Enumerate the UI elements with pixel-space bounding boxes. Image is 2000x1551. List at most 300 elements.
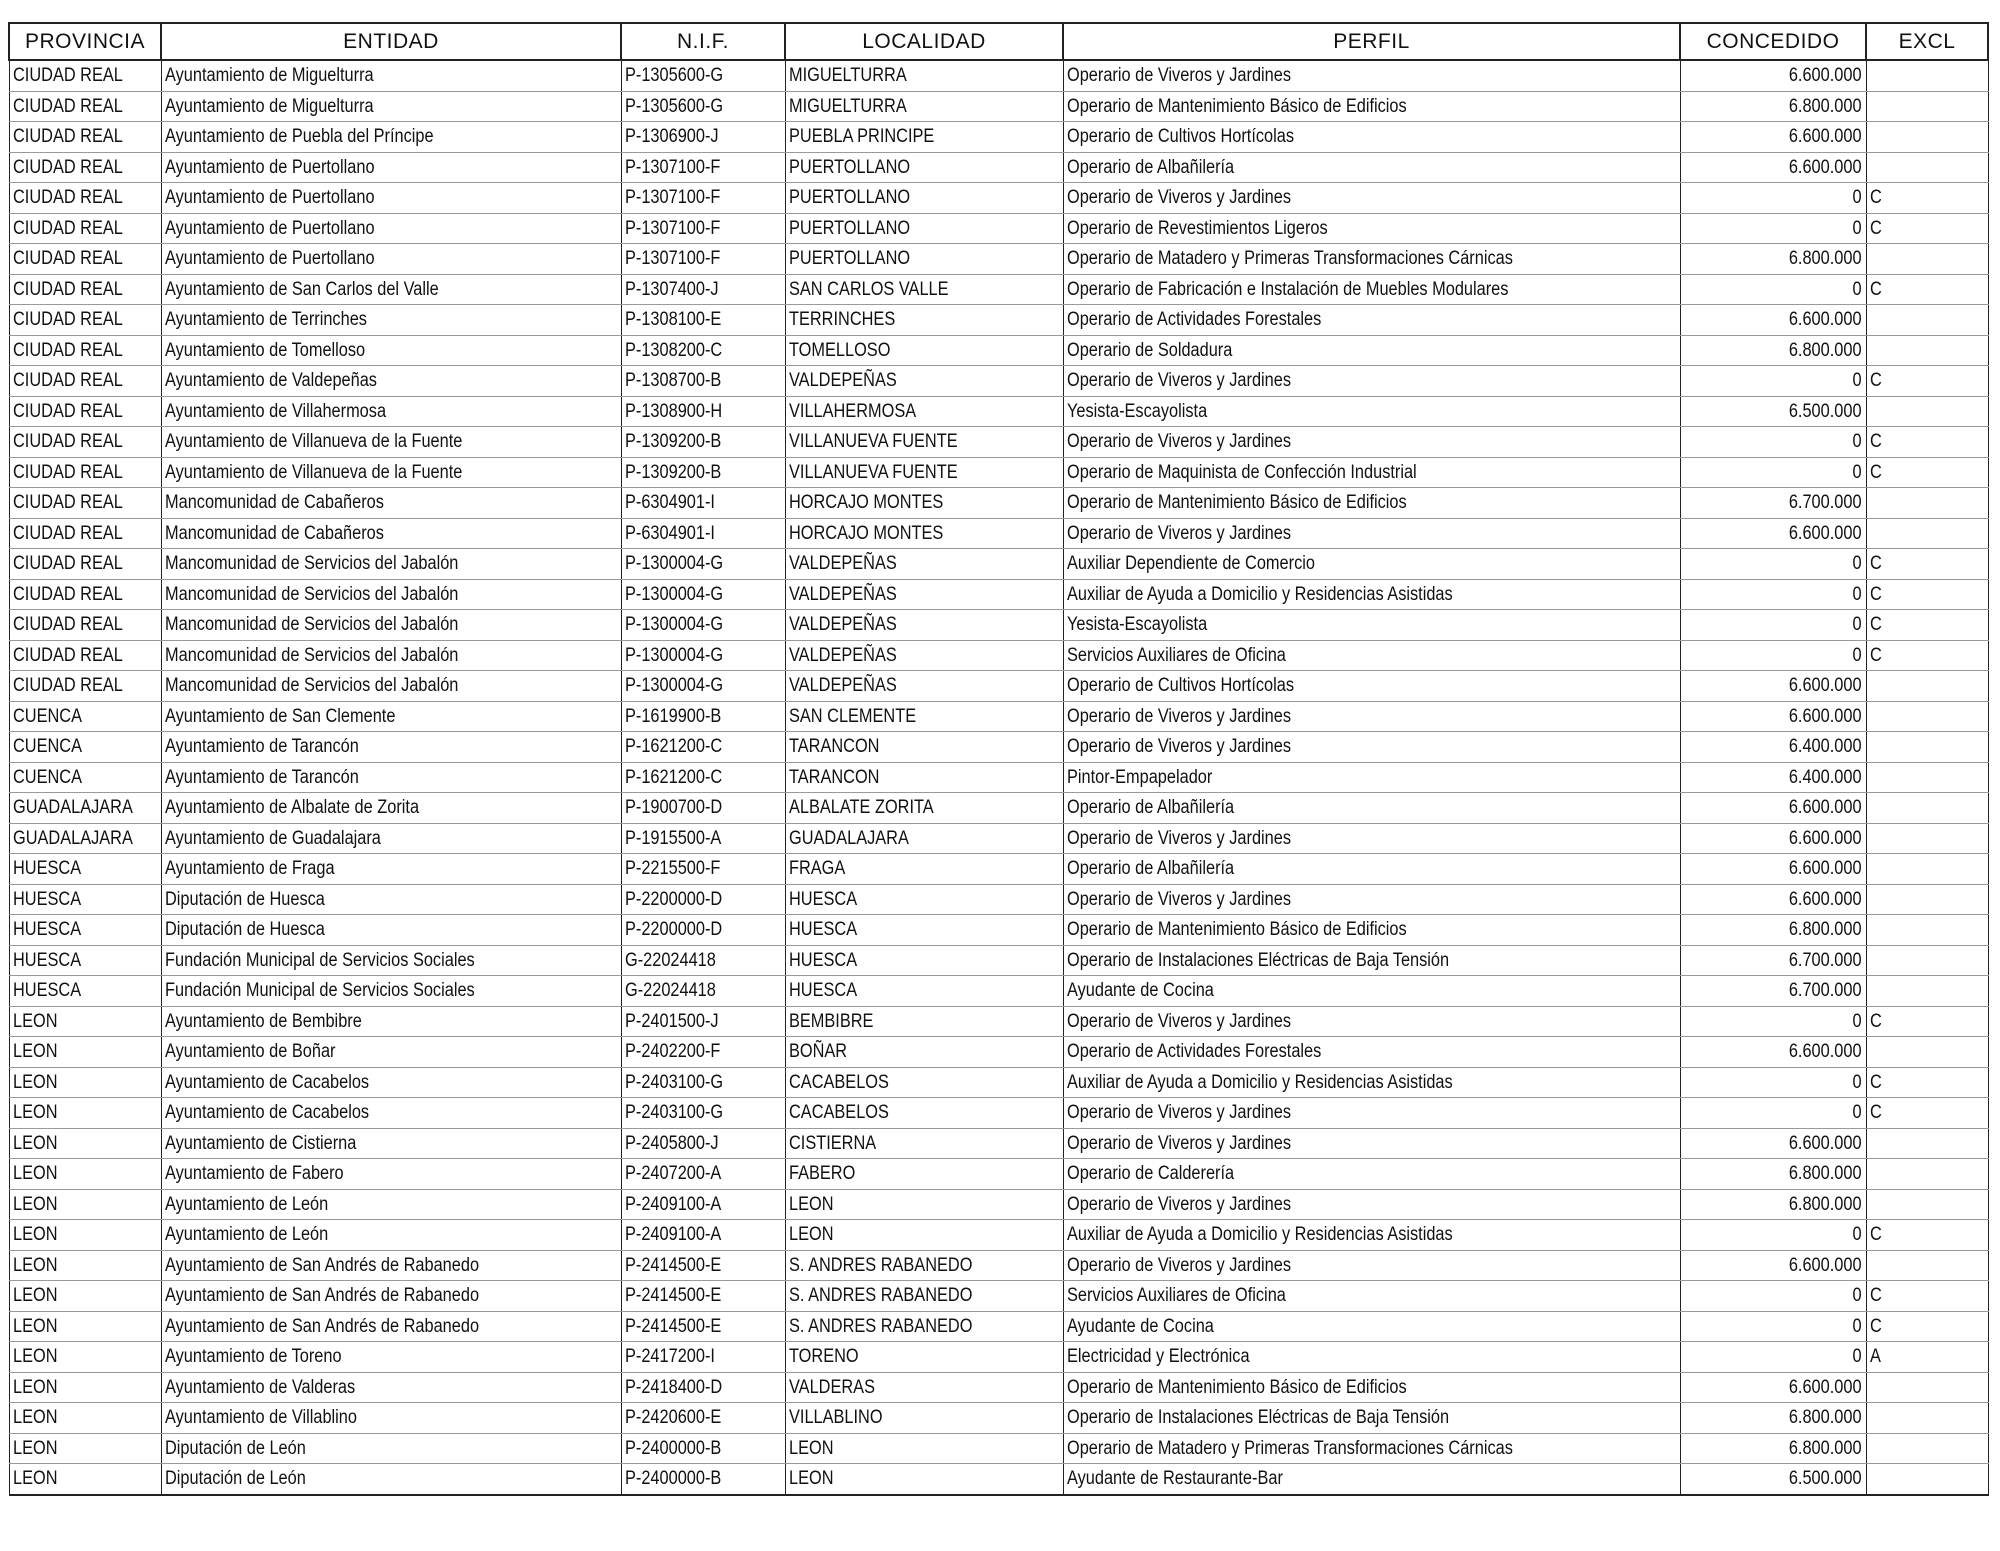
perfil-cell [1063,335,1680,366]
entidad-cell [161,1098,621,1129]
excl-text: C [1869,1224,1882,1246]
provincia-cell [9,640,161,671]
perfil-text: Yesista-Escayolista [1066,614,1207,636]
entidad-cell [161,1220,621,1251]
nif-text: P-1300004-G [624,644,723,666]
provincia-cell [9,60,161,91]
concedido-text: 6.600.000 [1788,65,1862,87]
nif-text: P-1309200-B [624,431,721,453]
nif-cell [621,366,785,397]
concedido-cell [1680,1159,1866,1190]
table-row [9,1464,1988,1495]
entidad-cell [161,793,621,824]
entidad-text: Ayuntamiento de San Clemente [164,705,395,727]
table-row [9,701,1988,732]
entidad-text: Ayuntamiento de León [164,1193,328,1215]
localidad-text: SAN CARLOS VALLE [788,278,949,300]
entidad-cell [161,1006,621,1037]
nif-cell [621,762,785,793]
entidad-cell [161,244,621,275]
perfil-cell [1063,274,1680,305]
perfil-text: Operario de Viveros y Jardines [1066,705,1291,727]
excl-text: C [1869,583,1882,605]
perfil-cell [1063,1067,1680,1098]
localidad-cell [785,1220,1063,1251]
entidad-text: Ayuntamiento de Puertollano [164,156,375,178]
entidad-text: Fundación Municipal de Servicios Sociales [164,980,475,1002]
nif-cell [621,1159,785,1190]
perfil-text: Ayudante de Cocina [1066,980,1214,1002]
localidad-text: VALDEPEÑAS [788,644,897,666]
entidad-cell [161,1281,621,1312]
table-row [9,366,1988,397]
table-row [9,854,1988,885]
provincia-cell [9,732,161,763]
entidad-cell [161,366,621,397]
provincia-text: CIUDAD REAL [12,370,123,392]
concedido-text: 6.700.000 [1788,949,1862,971]
localidad-cell [785,915,1063,946]
excl-cell [1866,91,1988,122]
concedido-text: 6.600.000 [1788,156,1862,178]
entidad-cell [161,732,621,763]
nif-text: P-2405800-J [624,1132,719,1154]
excl-cell [1866,549,1988,580]
concedido-cell [1680,945,1866,976]
concedido-cell [1680,579,1866,610]
perfil-cell [1063,396,1680,427]
table-row [9,945,1988,976]
provincia-text: LEON [12,1224,58,1246]
provincia-cell [9,152,161,183]
localidad-text: PUERTOLLANO [788,217,910,239]
excl-cell [1866,976,1988,1007]
header-excl: EXCL [1866,23,1988,60]
nif-text: P-2400000-B [624,1468,721,1490]
localidad-cell [785,976,1063,1007]
perfil-cell [1063,1433,1680,1464]
concedido-text: 6.800.000 [1788,248,1862,270]
concedido-cell [1680,884,1866,915]
perfil-cell [1063,793,1680,824]
entidad-text: Ayuntamiento de Miguelturra [164,65,374,87]
entidad-text: Ayuntamiento de Terrinches [164,309,367,331]
excl-cell [1866,1006,1988,1037]
nif-text: P-2414500-E [624,1315,721,1337]
nif-text: P-1307100-F [624,156,720,178]
localidad-text: TOMELLOSO [788,339,890,361]
concedido-cell [1680,427,1866,458]
perfil-text: Servicios Auxiliares de Oficina [1066,1285,1286,1307]
perfil-cell [1063,427,1680,458]
provincia-cell [9,1220,161,1251]
concedido-text: 0 [1852,1071,1862,1093]
entidad-cell [161,1403,621,1434]
provincia-cell [9,244,161,275]
provincia-cell [9,1006,161,1037]
localidad-cell [785,518,1063,549]
entidad-cell [161,823,621,854]
concedido-cell [1680,1281,1866,1312]
nif-cell [621,1189,785,1220]
localidad-text: VALDEPEÑAS [788,614,897,636]
entidad-text: Diputación de León [164,1468,306,1490]
provincia-text: CIUDAD REAL [12,309,123,331]
localidad-cell [785,396,1063,427]
provincia-text: LEON [12,1010,58,1032]
perfil-text: Operario de Albañilería [1066,797,1234,819]
concedido-text: 0 [1852,553,1862,575]
localidad-cell [785,945,1063,976]
perfil-text: Operario de Viveros y Jardines [1066,1254,1291,1276]
table-row [9,244,1988,275]
nif-text: P-2420600-E [624,1407,721,1429]
provincia-cell [9,91,161,122]
concedido-cell [1680,610,1866,641]
excl-cell [1866,854,1988,885]
localidad-text: PUERTOLLANO [788,156,910,178]
localidad-text: SAN CLEMENTE [788,705,916,727]
entidad-text: Ayuntamiento de Fraga [164,858,335,880]
nif-cell [621,1311,785,1342]
provincia-text: HUESCA [12,888,81,910]
excl-text: C [1869,614,1882,636]
localidad-text: LEON [788,1468,834,1490]
concedido-cell [1680,762,1866,793]
perfil-cell [1063,1250,1680,1281]
excl-cell [1866,152,1988,183]
localidad-cell [785,1098,1063,1129]
concedido-text: 6.600.000 [1788,827,1862,849]
table-row [9,274,1988,305]
entidad-cell [161,915,621,946]
provincia-text: LEON [12,1407,58,1429]
localidad-text: PUERTOLLANO [788,187,910,209]
provincia-text: CIUDAD REAL [12,522,123,544]
nif-text: P-2400000-B [624,1437,721,1459]
provincia-cell [9,122,161,153]
excl-cell [1866,305,1988,336]
entidad-cell [161,884,621,915]
nif-text: P-2403100-G [624,1071,723,1093]
entidad-cell [161,1250,621,1281]
nif-cell [621,60,785,91]
localidad-text: TARANCON [788,736,879,758]
localidad-cell [785,427,1063,458]
excl-cell [1866,640,1988,671]
entidad-cell [161,122,621,153]
nif-cell [621,1281,785,1312]
perfil-text: Operario de Viveros y Jardines [1066,1132,1291,1154]
perfil-cell [1063,1281,1680,1312]
concedido-cell [1680,1464,1866,1495]
entidad-cell [161,183,621,214]
nif-text: P-6304901-I [624,522,715,544]
concedido-text: 0 [1852,217,1862,239]
localidad-cell [785,1159,1063,1190]
nif-text: P-1307400-J [624,278,719,300]
provincia-cell [9,1250,161,1281]
entidad-cell [161,1464,621,1495]
entidad-text: Ayuntamiento de Tarancón [164,736,359,758]
entidad-text: Mancomunidad de Servicios del Jabalón [164,553,458,575]
provincia-cell [9,335,161,366]
localidad-cell [785,1128,1063,1159]
concedido-cell [1680,152,1866,183]
table-row [9,335,1988,366]
localidad-cell [785,1372,1063,1403]
provincia-text: LEON [12,1041,58,1063]
provincia-cell [9,183,161,214]
header-entidad: ENTIDAD [161,23,621,60]
nif-cell [621,1067,785,1098]
provincia-text: CIUDAD REAL [12,431,123,453]
entidad-text: Diputación de León [164,1437,306,1459]
localidad-text: TARANCON [788,766,879,788]
perfil-cell [1063,488,1680,519]
localidad-text: FABERO [788,1163,855,1185]
provincia-cell [9,976,161,1007]
excl-cell [1866,457,1988,488]
provincia-text: LEON [12,1132,58,1154]
nif-cell [621,335,785,366]
localidad-cell [785,244,1063,275]
concedido-text: 6.600.000 [1788,675,1862,697]
concedido-text: 0 [1852,187,1862,209]
concedido-text: 6.800.000 [1788,919,1862,941]
nif-cell [621,427,785,458]
nif-cell [621,549,785,580]
subsidy-table [8,22,1989,1496]
header-concedido: CONCEDIDO [1680,23,1866,60]
nif-cell [621,915,785,946]
provincia-text: LEON [12,1193,58,1215]
nif-text: P-1300004-G [624,614,723,636]
concedido-cell [1680,60,1866,91]
localidad-text: PUEBLA PRINCIPE [788,126,934,148]
provincia-text: CIUDAD REAL [12,95,123,117]
provincia-text: HUESCA [12,919,81,941]
perfil-text: Yesista-Escayolista [1066,400,1207,422]
perfil-cell [1063,671,1680,702]
excl-cell [1866,762,1988,793]
perfil-cell [1063,1159,1680,1190]
concedido-cell [1680,213,1866,244]
localidad-cell [785,122,1063,153]
provincia-cell [9,945,161,976]
localidad-text: MIGUELTURRA [788,95,907,117]
concedido-text: 6.400.000 [1788,736,1862,758]
concedido-cell [1680,488,1866,519]
table-row [9,1067,1988,1098]
table-row [9,610,1988,641]
localidad-cell [785,823,1063,854]
localidad-text: VILLANUEVA FUENTE [788,461,958,483]
localidad-cell [785,1067,1063,1098]
perfil-text: Operario de Maquinista de Confección Industrial [1066,461,1417,483]
excl-cell [1866,213,1988,244]
perfil-text: Operario de Mantenimiento Básico de Edificios [1066,1376,1407,1398]
concedido-text: 0 [1852,583,1862,605]
table-row [9,884,1988,915]
nif-cell [621,884,785,915]
nif-cell [621,854,785,885]
provincia-cell [9,213,161,244]
perfil-cell [1063,1372,1680,1403]
localidad-cell [785,1403,1063,1434]
concedido-cell [1680,854,1866,885]
perfil-text: Operario de Calderería [1066,1163,1234,1185]
table-row [9,427,1988,458]
perfil-text: Operario de Viveros y Jardines [1066,888,1291,910]
entidad-cell [161,610,621,641]
header-perfil: PERFIL [1063,23,1680,60]
excl-text: C [1869,553,1882,575]
perfil-cell [1063,579,1680,610]
concedido-text: 0 [1852,370,1862,392]
table-row [9,457,1988,488]
localidad-cell [785,1006,1063,1037]
concedido-text: 0 [1852,1010,1862,1032]
provincia-text: CUENCA [12,766,82,788]
perfil-text: Operario de Viveros y Jardines [1066,1010,1291,1032]
entidad-text: Ayuntamiento de San Andrés de Rabanedo [164,1285,479,1307]
perfil-cell [1063,366,1680,397]
concedido-cell [1680,518,1866,549]
localidad-text: TORENO [788,1346,859,1368]
excl-cell [1866,793,1988,824]
nif-cell [621,213,785,244]
perfil-cell [1063,1098,1680,1129]
entidad-cell [161,91,621,122]
entidad-text: Ayuntamiento de Puertollano [164,248,375,270]
localidad-text: VILLAHERMOSA [788,400,916,422]
concedido-text: 6.600.000 [1788,126,1862,148]
table-row [9,1342,1988,1373]
table-row [9,91,1988,122]
entidad-cell [161,274,621,305]
nif-text: P-1915500-A [624,827,721,849]
perfil-text: Auxiliar de Ayuda a Domicilio y Residencias Asistidas [1066,1224,1453,1246]
perfil-cell [1063,1189,1680,1220]
entidad-text: Ayuntamiento de Fabero [164,1163,344,1185]
perfil-text: Operario de Viveros y Jardines [1066,370,1291,392]
concedido-cell [1680,91,1866,122]
perfil-text: Operario de Cultivos Hortícolas [1066,126,1294,148]
nif-text: P-1306900-J [624,126,719,148]
concedido-text: 0 [1852,1346,1862,1368]
localidad-cell [785,274,1063,305]
nif-text: P-1305600-G [624,65,723,87]
localidad-text: FRAGA [788,858,845,880]
entidad-cell [161,152,621,183]
table-row [9,823,1988,854]
localidad-text: HUESCA [788,919,857,941]
entidad-text: Ayuntamiento de San Andrés de Rabanedo [164,1315,479,1337]
nif-cell [621,152,785,183]
nif-cell [621,274,785,305]
provincia-cell [9,274,161,305]
excl-cell [1866,244,1988,275]
localidad-text: LEON [788,1437,834,1459]
nif-text: P-2414500-E [624,1254,721,1276]
entidad-text: Ayuntamiento de Villablino [164,1407,357,1429]
entidad-text: Diputación de Huesca [164,888,325,910]
excl-cell [1866,610,1988,641]
entidad-cell [161,305,621,336]
nif-text: P-1308100-E [624,309,721,331]
perfil-cell [1063,610,1680,641]
localidad-cell [785,1464,1063,1495]
localidad-text: BEMBIBRE [788,1010,873,1032]
provincia-cell [9,396,161,427]
provincia-text: CUENCA [12,736,82,758]
localidad-text: TERRINCHES [788,309,895,331]
perfil-cell [1063,183,1680,214]
perfil-text: Operario de Viveros y Jardines [1066,827,1291,849]
localidad-text: BOÑAR [788,1041,847,1063]
localidad-text: MIGUELTURRA [788,65,907,87]
nif-text: P-2200000-D [624,888,722,910]
perfil-cell [1063,1403,1680,1434]
table-row [9,60,1988,91]
entidad-text: Ayuntamiento de Cistierna [164,1132,356,1154]
entidad-cell [161,762,621,793]
localidad-text: HUESCA [788,888,857,910]
provincia-cell [9,1342,161,1373]
table-row [9,1037,1988,1068]
excl-text: C [1869,278,1882,300]
localidad-text: VALDEPEÑAS [788,583,897,605]
excl-cell [1866,1098,1988,1129]
nif-text: P-2401500-J [624,1010,719,1032]
excl-cell [1866,1403,1988,1434]
concedido-text: 0 [1852,431,1862,453]
excl-cell [1866,1433,1988,1464]
provincia-text: CIUDAD REAL [12,126,123,148]
concedido-text: 6.800.000 [1788,339,1862,361]
provincia-text: CIUDAD REAL [12,339,123,361]
nif-cell [621,945,785,976]
entidad-cell [161,1342,621,1373]
concedido-cell [1680,305,1866,336]
localidad-text: HUESCA [788,949,857,971]
localidad-text: VALDEPEÑAS [788,370,897,392]
concedido-text: 6.600.000 [1788,309,1862,331]
concedido-cell [1680,823,1866,854]
perfil-cell [1063,549,1680,580]
localidad-cell [785,762,1063,793]
nif-text: P-1308700-B [624,370,721,392]
nif-cell [621,1250,785,1281]
perfil-text: Operario de Matadero y Primeras Transformaciones Cárnicas [1066,1437,1513,1459]
concedido-text: 6.600.000 [1788,1041,1862,1063]
entidad-cell [161,854,621,885]
localidad-text: ALBALATE ZORITA [788,797,934,819]
nif-cell [621,1372,785,1403]
provincia-text: HUESCA [12,858,81,880]
perfil-cell [1063,457,1680,488]
concedido-cell [1680,183,1866,214]
provincia-text: GUADALAJARA [12,797,133,819]
nif-cell [621,976,785,1007]
nif-cell [621,457,785,488]
excl-cell [1866,701,1988,732]
provincia-cell [9,427,161,458]
localidad-cell [785,671,1063,702]
concedido-text: 0 [1852,278,1862,300]
entidad-text: Ayuntamiento de Valdepeñas [164,370,377,392]
